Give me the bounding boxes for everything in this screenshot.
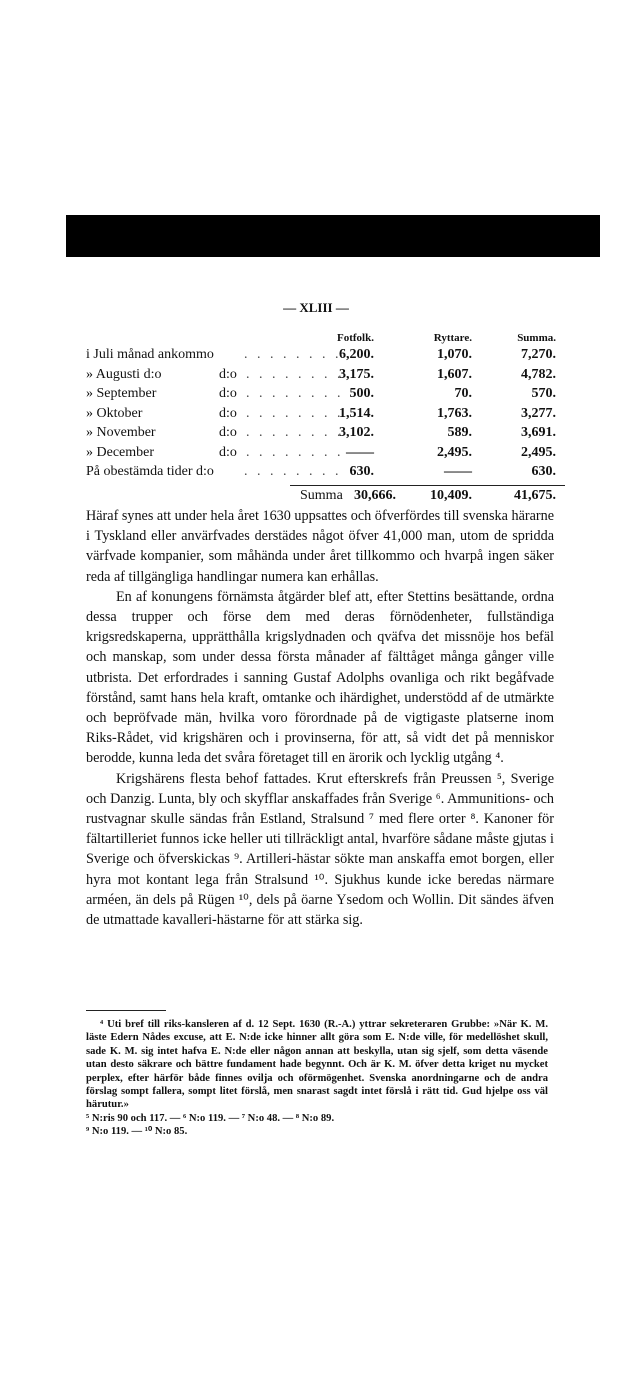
row-sub-label: d:o [219,386,237,401]
leader-dots: . . . . . . . . [246,444,344,460]
table-total-row [86,488,566,508]
row-label: » November [86,425,156,440]
row-fotfolk: 3,175. [339,366,374,382]
footnote-rule [86,1010,166,1011]
leader-dots: . . . . . . . . [246,366,344,382]
total-fotfolk: 30,666. [354,488,396,503]
row-ryttare: 1,763. [437,405,472,421]
troop-table [86,329,556,484]
row-label: i Juli månad ankommo [86,347,214,362]
paragraph-1: Häraf synes att under hela året 1630 uppsattes och öfverfördes till svenska härarne i Tyskland eller anvärfvades derstädes något öfver 41,000 man, utom de spridda värfvade kompanier, som måhända under året tillkommo och hvarpå ingen säker reda af tillgängliga handlingar numera kan erhållas. [86,508,555,585]
row-label: » Oktober [86,405,143,421]
total-ryttare: 10,409. [430,488,472,503]
row-summa: 630. [531,464,556,479]
row-label: » December [86,444,155,460]
footnote-9-10: ⁹ N:o 119. — ¹⁰ N:o 85. [86,1126,188,1138]
header-summa: Summa. [517,332,556,344]
row-ryttare: 70. [454,386,472,401]
row-label: » September [86,386,157,401]
paragraph-2: En af konungens förnämsta åtgärder blef att, efter Stettins besättande, ordna dessa trupper och förse dem med deras förnödenheter, fullständiga krigsredskaperna, upprätthålla krigslydnaden och qväfva det missnöje hos befäl och manskap, som under dessa första månader af fälttåget många gånger ville utbrista. Det erfordrades i sanning Gustaf Adolphs ovanliga och rikt begåfvade förstånd, samt hans hela kraft, omtanke och ihärdighet, understödd af de utmärkte och bepröfvade män, hvilka voro förordnade på de vigtigaste platserne inom Riks-Rådet, vid krigshären och i provinserna, för att, så vidt det på menniskor berodde, kunna leda det svåra företaget till en ärorik och lycklig utgång ⁴. [86,588,554,767]
table-row [86,386,556,406]
row-fotfolk: 1,514. [339,405,374,421]
leader-dots: . . . . . . . . [246,425,344,440]
footnote-4: ⁴ Uti bref till riks-kansleren af d. 12 Sept. 1630 (R.-A.) yttrar sekreteraren Grubbe: »När K. M. läste Edern Nådes excuse, att E. N:de icke hinner allt göra som E. N:de ville, för medellöshet skull, sade K. M. sig intet hafva E. N:de eller någon annan att beskylla, utan sig sjelf, som detta väsende utan desto säkrare och bättre fundament hade begynnt. Och är K. M. öfver detta kriget nu mycket perplex, efter härför både finnes ovilja och oförmögenhet. Svenska anordningarne och de andra förslag sompt fallera, sompt litet förslå, men snarast sagdt intet förslå i rätt tid. Gud hjelpe oss väl härutur.» [86,1019,548,1111]
leader-dots: . . . . . . . . [244,464,342,479]
header-fotfolk: Fotfolk. [337,332,374,344]
total-label: Summa [300,488,343,503]
row-ryttare: 1,070. [437,347,472,362]
table-row [86,406,556,426]
table-row [86,425,556,445]
body-text [86,506,554,930]
table-row [86,464,556,484]
table-row [86,347,556,367]
paragraph-3: Krigshärens flesta behof fattades. Krut efterskrefs från Preussen ⁵, Sverige och Danzig. Lunta, bly och skyfflar anskaffades från Sverige ⁶. Ammunitions- och rustvagnar skulle sändas från Estland, Stralsund ⁷ med flere orter ⁸. Kanoner för fältartilleriet funnos icke heller uti tillräckligt antal, hvarföre sådane måste gjutas i Sverige och öfverskickas ⁹. Artilleri-hästar sökte man anskaffa emot borgen, eller hyra mot kontant lega från Stralsund ¹⁰. Sjukhus kunde icke beredas närmare arméen, än dels på Rügen ¹⁰, dels på öarne Ysedom och Wollin. Dit sändes äfven de utmattade kavalleri-hästarne för att stärka sig. [86,770,554,929]
total-summa: 41,675. [514,488,556,503]
row-fotfolk: 630. [349,464,374,479]
leader-dots: . . . . . . . . [246,386,344,401]
table-header [86,329,556,347]
row-fotfolk: 6,200. [339,347,374,362]
row-ryttare: 1,607. [437,366,472,382]
row-sub-label: d:o [219,405,237,421]
row-fotfolk: 3,102. [339,425,374,440]
row-sub-label: d:o [219,425,237,440]
row-sub-label: d:o [219,366,237,382]
row-summa: 4,782. [521,366,556,382]
row-summa: 7,270. [521,347,556,362]
page-number: — XLIII — [283,300,349,315]
row-sub-label: d:o [219,444,237,460]
row-fotfolk: 500. [349,386,374,401]
row-summa: 3,277. [521,405,556,421]
row-ryttare: 589. [447,425,472,440]
row-label: På obestämda tider d:o [86,464,214,479]
row-ryttare: —— [444,464,472,479]
table-row [86,367,556,387]
leader-dots: . . . . . . . . [246,405,344,421]
scan-dark-band [66,215,600,257]
table-row [86,445,556,465]
row-ryttare: 2,495. [437,444,472,460]
row-summa: 2,495. [521,444,556,460]
row-label: » Augusti d:o [86,366,162,382]
leader-dots: . . . . . . . . [244,347,342,362]
header-ryttare: Ryttare. [433,332,472,344]
row-summa: 3,691. [521,425,556,440]
footnote-5-8: ⁵ N:ris 90 och 117. — ⁶ N:o 119. — ⁷ N:o 48. — ⁸ N:o 89. [86,1112,335,1124]
row-summa: 570. [531,386,556,401]
footnotes [86,1018,548,1139]
sum-rule [290,485,565,486]
row-fotfolk: —— [346,444,374,460]
